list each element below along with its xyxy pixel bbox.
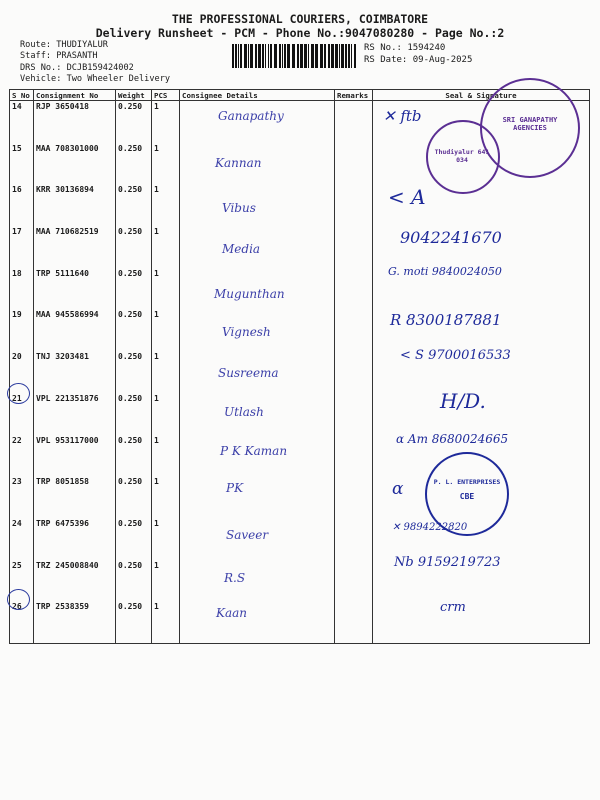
serial-number-cell: 22 xyxy=(10,435,34,477)
handwritten-consignee: P K Kaman xyxy=(220,443,288,458)
pcs-cell: 1 xyxy=(152,143,180,185)
remarks-cell xyxy=(335,518,373,560)
barcode-bar xyxy=(320,44,323,68)
handwritten-consignee: Kaan xyxy=(216,606,248,621)
handwritten-signature: G. moti 9840024050 xyxy=(388,265,502,279)
consignee-details-cell xyxy=(180,601,335,643)
handwritten-signature: < A xyxy=(388,185,426,210)
serial-number-cell: 17 xyxy=(10,226,34,268)
handwritten-consignee: Vibus xyxy=(222,201,256,216)
consignment-number-cell: TRZ 245008840 xyxy=(34,560,116,602)
remarks-cell xyxy=(335,309,373,351)
serial-number-cell: 20 xyxy=(10,351,34,393)
remarks-cell xyxy=(335,184,373,226)
table-row xyxy=(10,268,590,310)
runsheet-table xyxy=(9,89,590,644)
remarks-cell xyxy=(335,601,373,643)
barcode-bar xyxy=(328,44,330,68)
pcs-cell: 1 xyxy=(152,184,180,226)
weight-cell: 0.250 xyxy=(116,435,152,477)
col-header: Seal & Signature xyxy=(373,90,590,101)
barcode-bar xyxy=(262,44,264,68)
barcode-bar xyxy=(339,44,340,68)
barcode-bar xyxy=(255,44,257,68)
serial-number-cell: 25 xyxy=(10,560,34,602)
barcode-bar xyxy=(258,44,261,68)
consignee-details-cell xyxy=(180,560,335,602)
route-label: Route: THUDIYALUR xyxy=(20,40,108,50)
pcs-cell: 1 xyxy=(152,601,180,643)
remarks-cell xyxy=(335,560,373,602)
remarks-cell xyxy=(335,476,373,518)
consignment-number-cell: RJP 3650418 xyxy=(34,101,116,143)
remarks-cell xyxy=(335,101,373,143)
barcode-bar xyxy=(315,44,318,68)
circle-mark xyxy=(7,589,30,610)
handwritten-signature: ✕ ftb xyxy=(383,107,422,125)
remarks-cell xyxy=(335,226,373,268)
table-row xyxy=(10,184,590,226)
company-title: THE PROFESSIONAL COURIERS, COIMBATORE xyxy=(171,12,429,26)
consignee-details-cell xyxy=(180,476,335,518)
pcs-cell: 1 xyxy=(152,560,180,602)
remarks-cell xyxy=(335,435,373,477)
handwritten-consignee: Kannan xyxy=(215,156,262,171)
barcode-bar xyxy=(354,44,356,68)
barcode-bar xyxy=(270,44,272,68)
pcs-cell: 1 xyxy=(152,393,180,435)
consignment-number-cell: TRP 8051858 xyxy=(34,476,116,518)
rs-number: RS No.: 1594240 xyxy=(364,43,446,53)
stamp-inner-text: CBE xyxy=(459,492,475,501)
serial-number-cell: 19 xyxy=(10,309,34,351)
consignee-details-cell xyxy=(180,184,335,226)
barcode-bar xyxy=(311,44,314,68)
barcode-bar xyxy=(348,44,350,68)
remarks-cell xyxy=(335,143,373,185)
vehicle-label: Vehicle: Two Wheeler Delivery xyxy=(20,74,171,84)
staff-label: Staff: PRASANTH xyxy=(20,51,98,61)
handwritten-signature: 9042241670 xyxy=(400,228,502,248)
stamp-text: P. L. ENTERPRISES xyxy=(433,478,501,486)
handwritten-signature: crm xyxy=(440,600,466,616)
barcode-bar xyxy=(341,44,344,68)
handwritten-signature: ✕ 9894222820 xyxy=(392,522,468,533)
pcs-cell: 1 xyxy=(152,101,180,143)
barcode-bar xyxy=(324,44,326,68)
barcode-bar xyxy=(287,44,290,68)
pcs-cell: 1 xyxy=(152,518,180,560)
remarks-cell xyxy=(335,268,373,310)
barcode-bar xyxy=(274,44,277,68)
table-row xyxy=(10,518,590,560)
serial-number-cell: 14 xyxy=(10,101,34,143)
handwritten-signature: α xyxy=(392,478,404,499)
consignment-number-cell: TNJ 3203481 xyxy=(34,351,116,393)
weight-cell: 0.250 xyxy=(116,393,152,435)
handwritten-consignee: Media xyxy=(222,242,261,257)
pcs-cell: 1 xyxy=(152,309,180,351)
handwritten-signature: R 8300187881 xyxy=(390,310,502,329)
remarks-cell xyxy=(335,393,373,435)
pcs-cell: 1 xyxy=(152,351,180,393)
weight-cell: 0.250 xyxy=(116,184,152,226)
pcs-cell: 1 xyxy=(152,476,180,518)
consignment-number-cell: MAA 945586994 xyxy=(34,309,116,351)
pcs-cell: 1 xyxy=(152,268,180,310)
handwritten-signature: H/D. xyxy=(440,388,486,413)
barcode-bar xyxy=(292,44,295,68)
barcode-image xyxy=(232,44,360,68)
weight-cell: 0.250 xyxy=(116,560,152,602)
barcode-bar xyxy=(304,44,307,68)
barcode-bar xyxy=(297,44,299,68)
serial-number-cell: 23 xyxy=(10,476,34,518)
consignment-number-cell: TRP 6475396 xyxy=(34,518,116,560)
consignment-number-cell: KRR 30136894 xyxy=(34,184,116,226)
barcode-bar xyxy=(279,44,281,68)
seal-signature-cell xyxy=(373,601,590,643)
drs-label: DRS No.: DCJB159424002 xyxy=(20,63,134,73)
weight-cell: 0.250 xyxy=(116,351,152,393)
circle-mark xyxy=(7,383,30,404)
handwritten-consignee: PK xyxy=(226,480,244,495)
handwritten-consignee: R.S xyxy=(224,571,246,586)
barcode-bar xyxy=(248,44,249,68)
seal-stamp-secondary xyxy=(426,120,500,194)
handwritten-consignee: Saveer xyxy=(226,528,269,542)
table-row xyxy=(10,393,590,435)
barcode-bar xyxy=(268,44,269,68)
col-header: Weight xyxy=(116,90,152,101)
consignment-number-cell: VPL 221351876 xyxy=(34,393,116,435)
serial-number-cell: 15 xyxy=(10,143,34,185)
pcs-cell: 1 xyxy=(152,226,180,268)
serial-number-cell: 21 xyxy=(10,393,34,435)
col-header: Consignment No xyxy=(34,90,116,101)
weight-cell: 0.250 xyxy=(116,101,152,143)
serial-number-cell: 26 xyxy=(10,601,34,643)
handwritten-consignee: Vignesh xyxy=(222,324,271,339)
barcode-bar xyxy=(232,44,234,68)
stamp-text: SRI GANAPATHY AGENCIES xyxy=(502,116,558,132)
consignment-number-cell: MAA 710682519 xyxy=(34,226,116,268)
table-row xyxy=(10,601,590,643)
handwritten-signature: Nb 9159219723 xyxy=(394,555,501,571)
barcode-bar xyxy=(244,44,247,68)
enterprise-stamp xyxy=(425,452,509,536)
col-header: PCS xyxy=(152,90,180,101)
weight-cell: 0.250 xyxy=(116,143,152,185)
col-header: Remarks xyxy=(335,90,373,101)
table-row xyxy=(10,226,590,268)
serial-number-cell: 16 xyxy=(10,184,34,226)
col-header: Consignee Details xyxy=(180,90,335,101)
weight-cell: 0.250 xyxy=(116,268,152,310)
rs-info xyxy=(364,42,472,66)
barcode-bar xyxy=(345,44,347,68)
weight-cell: 0.250 xyxy=(116,226,152,268)
table-row xyxy=(10,560,590,602)
handwritten-consignee: Ganapathy xyxy=(218,109,284,123)
barcode-bar xyxy=(282,44,283,68)
col-header: S No xyxy=(10,90,34,101)
barcode-bar xyxy=(238,44,239,68)
runsheet-subtitle: Delivery Runsheet - PCM - Phone No.:9047080280 - Page No.:2 xyxy=(95,26,505,40)
weight-cell: 0.250 xyxy=(116,518,152,560)
barcode-bar xyxy=(331,44,334,68)
table-body xyxy=(10,101,590,644)
serial-number-cell: 24 xyxy=(10,518,34,560)
handwritten-signature: < S 9700016533 xyxy=(400,347,511,363)
barcode-bar xyxy=(351,44,352,68)
barcode-bar xyxy=(284,44,286,68)
barcode-bar xyxy=(250,44,253,68)
remarks-cell xyxy=(335,351,373,393)
consignment-number-cell: VPL 953117000 xyxy=(34,435,116,477)
consignment-number-cell: TRP 2538359 xyxy=(34,601,116,643)
barcode-bar xyxy=(300,44,303,68)
barcode-bar xyxy=(265,44,266,68)
table-row xyxy=(10,309,590,351)
weight-cell: 0.250 xyxy=(116,476,152,518)
handwritten-consignee: Susreema xyxy=(218,365,279,380)
handwritten-signature: α Am 8680024665 xyxy=(396,431,509,446)
weight-cell: 0.250 xyxy=(116,309,152,351)
stamp-inner-text: Thudiyalur 641 034 xyxy=(434,148,490,164)
barcode-bar xyxy=(308,44,309,68)
serial-number-cell: 18 xyxy=(10,268,34,310)
barcode-bar xyxy=(335,44,338,68)
consignment-number-cell: MAA 708301000 xyxy=(34,143,116,185)
consignment-number-cell: TRP 5111640 xyxy=(34,268,116,310)
handwritten-consignee: Utlash xyxy=(224,404,264,419)
handwritten-consignee: Mugunthan xyxy=(214,287,285,302)
pcs-cell: 1 xyxy=(152,435,180,477)
barcode-bar xyxy=(235,44,237,68)
rs-date: RS Date: 09-Aug-2025 xyxy=(364,55,473,65)
barcode-bar xyxy=(240,44,242,68)
weight-cell: 0.250 xyxy=(116,601,152,643)
